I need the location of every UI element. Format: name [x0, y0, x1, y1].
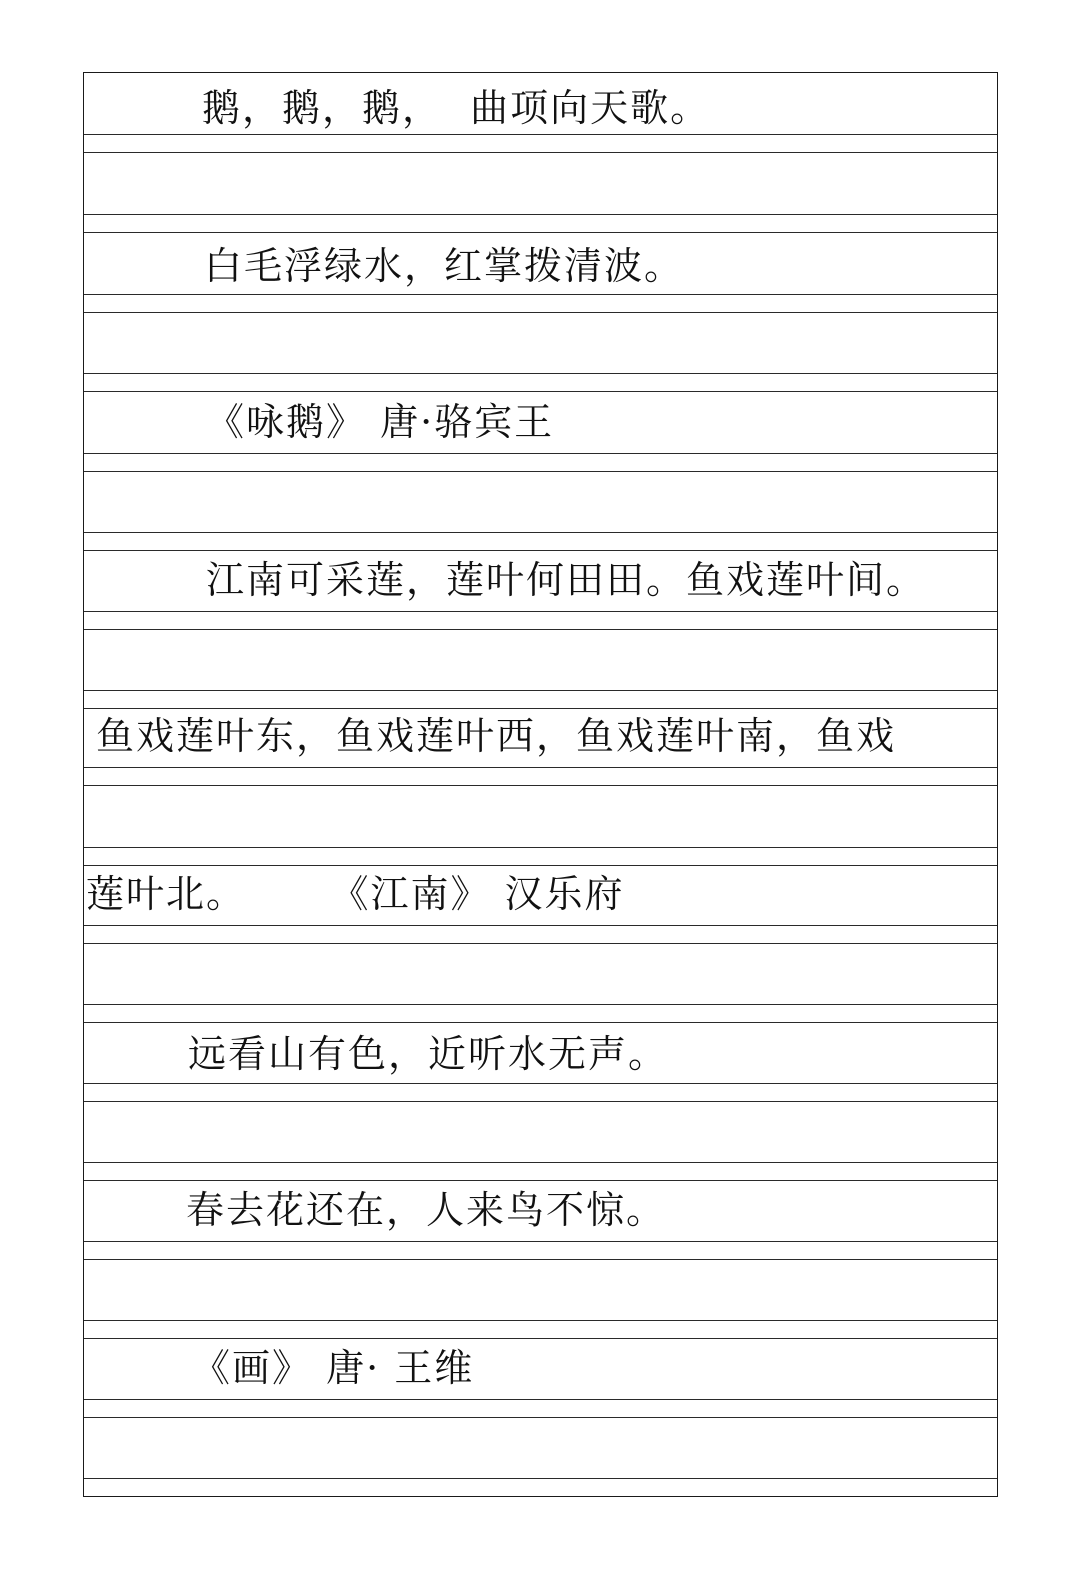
ruled-line [84, 232, 997, 233]
ruled-line [84, 1478, 997, 1479]
ruled-line [84, 391, 997, 392]
ruled-line [84, 767, 997, 768]
ruled-line [84, 708, 997, 709]
ruled-line [84, 1320, 997, 1321]
ruled-line [84, 1083, 997, 1084]
ruled-line [84, 471, 997, 472]
ruled-line [84, 1162, 997, 1163]
poem-line-4: 鱼戏莲叶东，鱼戏莲叶西，鱼戏莲叶南，鱼戏 [96, 714, 897, 758]
poem-line-2: 白毛浮绿水，红掌拨清波。 [204, 244, 685, 288]
ruled-line [84, 847, 997, 848]
ruled-line [84, 294, 997, 295]
handwriting-practice-sheet [83, 72, 998, 1497]
ruled-line [84, 1259, 997, 1260]
ruled-line [84, 550, 997, 551]
ruled-line [84, 925, 997, 926]
poem-line-7: 春去花还在，人来鸟不惊。 [186, 1188, 667, 1232]
ruled-line [84, 373, 997, 374]
poem-line-1: 鹅，鹅，鹅， 曲项向天歌。 [202, 86, 711, 130]
ruled-line [84, 1180, 997, 1181]
ruled-line [84, 611, 997, 612]
ruled-line [84, 629, 997, 630]
poem-line-5: 莲叶北。 《江南》 汉乐府 [86, 872, 625, 916]
ruled-line [84, 785, 997, 786]
ruled-line [84, 1022, 997, 1023]
ruled-line [84, 1417, 997, 1418]
ruled-line [84, 152, 997, 153]
ruled-line [84, 690, 997, 691]
ruled-line [84, 1101, 997, 1102]
ruled-line [84, 865, 997, 866]
poem-line-3: 江南可采莲，莲叶何田田。鱼戏莲叶间。 [206, 558, 927, 602]
ruled-line [84, 532, 997, 533]
ruled-line [84, 214, 997, 215]
ruled-line [84, 1004, 997, 1005]
ruled-line [84, 1399, 997, 1400]
poem-line-6: 远看山有色，近听水无声。 [188, 1032, 669, 1076]
poem-title-1: 《咏鹅》 唐·骆宾王 [206, 400, 555, 444]
ruled-line [84, 1338, 997, 1339]
ruled-line [84, 134, 997, 135]
ruled-line [84, 312, 997, 313]
ruled-line [84, 453, 997, 454]
ruled-line [84, 1241, 997, 1242]
poem-title-2: 《画》 唐· 王维 [192, 1346, 475, 1390]
ruled-line [84, 943, 997, 944]
